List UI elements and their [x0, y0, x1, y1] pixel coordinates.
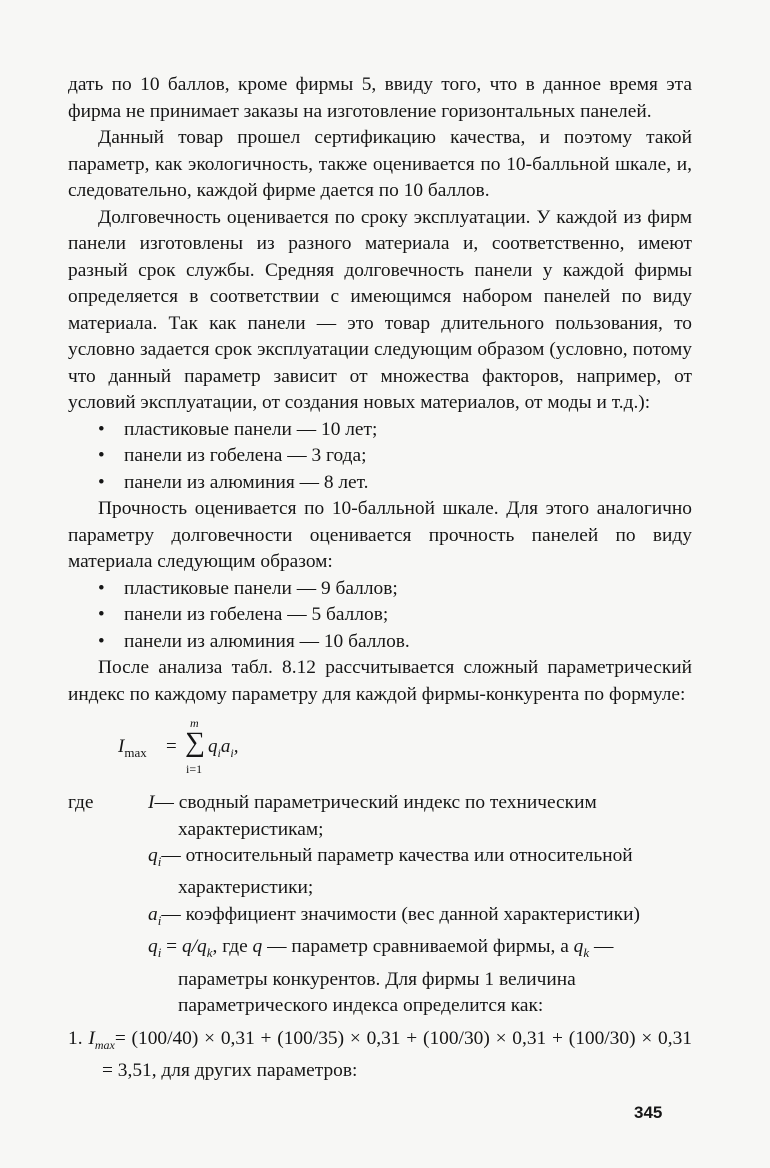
list-item: • панели из алюминия — 10 баллов.	[98, 629, 692, 656]
page-body	[68, 72, 692, 1085]
calculation-step-1: 1. $I_{max}= (100/40) \times 0,31 + (100/35) \times 0,31 + (100/30) \times 0,31 + (100/30) \times 0,31 = 3,51$, для других параметров:	[68, 1027, 692, 1081]
definition-item: $q_i = q/q_k$, где q — параметр сравниваемой фирмы, а $q_k$ — параметры конкурентов. Для фирмы 1 величина параметрического индекса определится как:	[148, 936, 614, 1017]
formula-rhs: $q_ia_i$,	[208, 736, 239, 760]
sigma-symbol: ∑	[185, 727, 205, 758]
paragraph-1: дать по 10 баллов, кроме фирмы 5, ввиду того, что в данное время эта фирма не принимает заказы на изготовление горизонтальных панелей.	[68, 74, 692, 122]
formula-lower-limit: i=1	[186, 762, 203, 776]
durability-list	[68, 417, 692, 497]
definitions-lead: где	[68, 792, 94, 813]
list-item: • панели из гобелена — 3 года;	[98, 443, 692, 470]
strength-list	[68, 576, 692, 656]
definitions-list	[68, 790, 692, 1020]
paragraph-5: После анализа табл. 8.12 рассчитывается сложный параметрический индекс по каждому параметру для каждой фирмы-конкурента по формуле:	[68, 657, 692, 705]
index-formula	[68, 714, 692, 786]
formula-lhs: $I_{max}$	[118, 736, 147, 760]
paragraph-4: Прочность оценивается по 10-балльной шкале. Для этого аналогично параметру долговечности оценивается прочность панелей по виду материала следующим образом:	[68, 498, 692, 572]
paragraph-3: Долговечность оценивается по сроку эксплуатации. У каждой из фирм панели изготовлены из разного материала и, соответственно, имеют разный срок службы. Средняя долговечность панели у каждой фирмы определяется в соответствии с имеющимся набором панелей по виду материала. Так как панели — это товар длительного пользования, то условно задается срок эксплуатации следующим образом (условно, потому что данный параметр зависит от множества факторов, например, от условий эксплуатации, от создания новых материалов, от моды и т.д.):	[68, 206, 692, 413]
list-item: • пластиковые панели — 10 лет;	[98, 417, 692, 444]
formula-equals: =	[166, 736, 177, 757]
list-item: • панели из гобелена — 5 баллов;	[98, 602, 692, 629]
formula-upper-limit: m	[190, 716, 199, 730]
definition-item: $a_i—$ коэффициент значимости (вес данной характеристики)	[148, 903, 640, 928]
page-number: 345	[634, 1103, 663, 1122]
definition-item: $q_i—$ относительный параметр качества или относительной характеристики;	[148, 845, 633, 899]
list-item: • пластиковые панели — 9 баллов;	[98, 576, 692, 603]
list-item: • панели из алюминия — 8 лет.	[98, 470, 692, 497]
paragraph-2: Данный товар прошел сертификацию качества, и поэтому такой параметр, как экологичность, также оценивается по 10-балльной шкале, и, следовательно, каждой фирме дается по 10 баллов.	[68, 127, 692, 201]
definition-item: где I— сводный параметрический индекс по техническим характеристикам;	[68, 792, 597, 840]
